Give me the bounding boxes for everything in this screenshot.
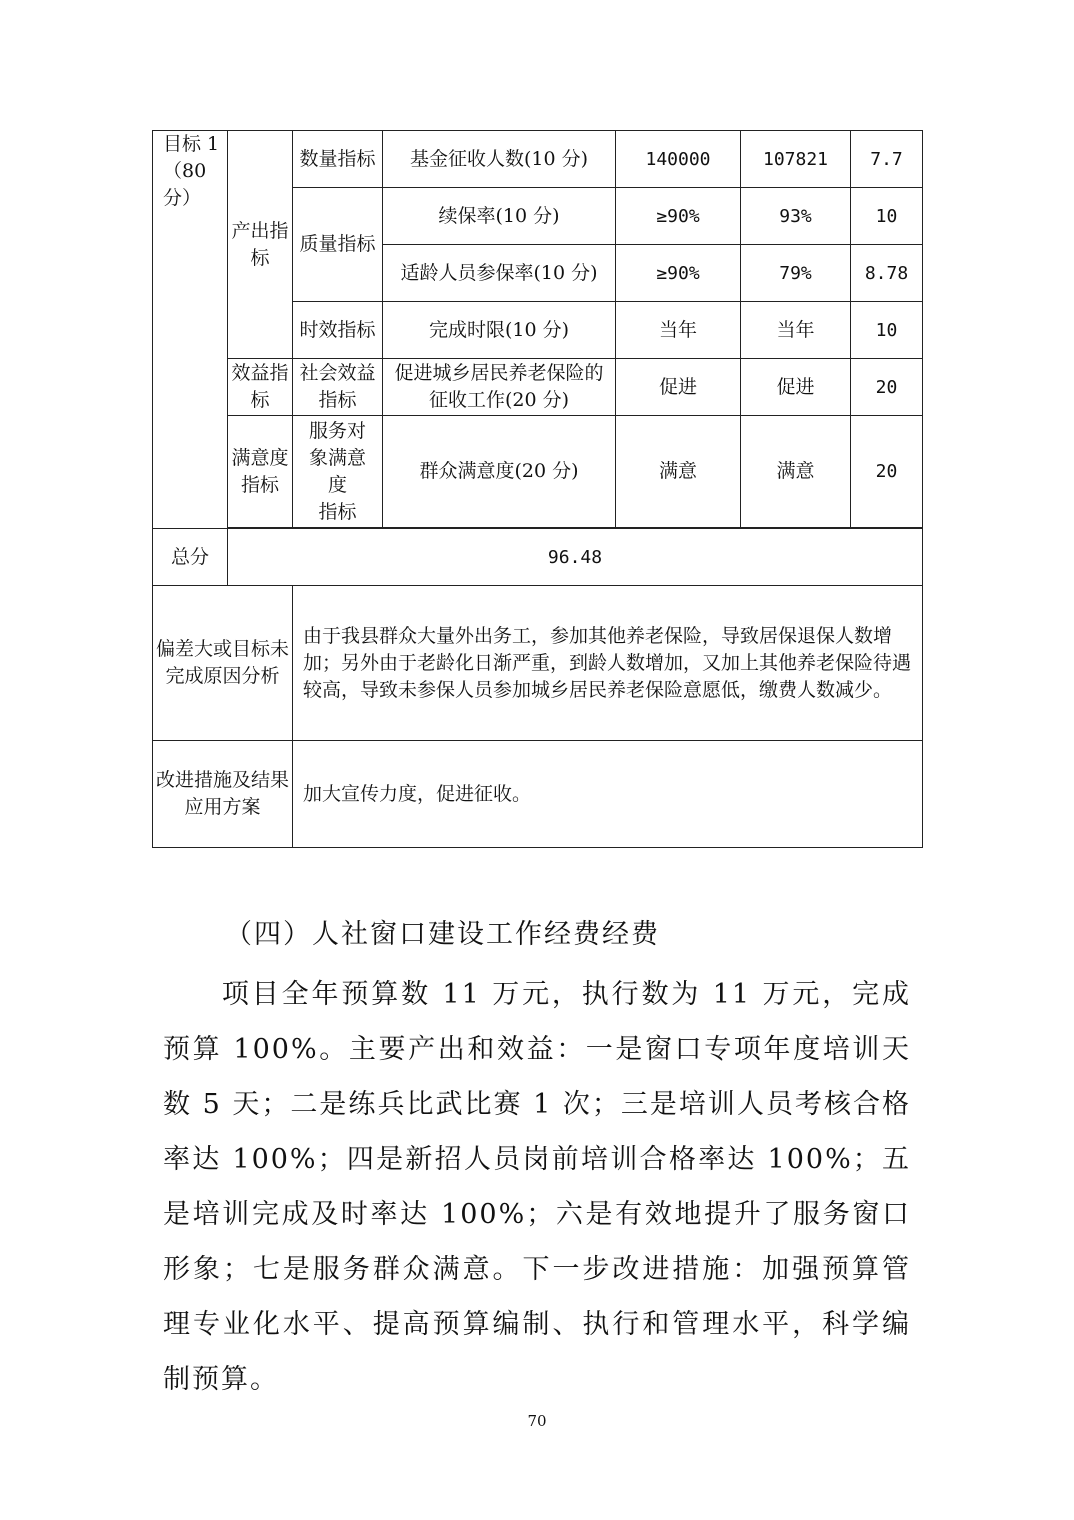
row-target: 140000 bbox=[616, 131, 741, 188]
row-score: 10 bbox=[851, 302, 923, 359]
row-actual: 107821 bbox=[741, 131, 851, 188]
row-score: 7.7 bbox=[851, 131, 923, 188]
row-target: ≥90% bbox=[616, 188, 741, 245]
service-satisfaction-line: 象满意 bbox=[308, 446, 366, 469]
total-value: 96.48 bbox=[228, 529, 923, 586]
satisfaction-indicator-cell: 满意度指标 bbox=[228, 416, 293, 528]
row-name: 完成时限(10 分) bbox=[383, 302, 616, 359]
service-satisfaction-line: 度 bbox=[327, 473, 347, 496]
quantity-indicator-cell: 数量指标 bbox=[293, 131, 383, 188]
improvement-text: 加大宣传力度，促进征收。 bbox=[293, 741, 923, 848]
row-score: 20 bbox=[851, 359, 923, 416]
row-actual: 促进 bbox=[741, 359, 851, 416]
row-target: ≥90% bbox=[616, 245, 741, 302]
benefit-indicator-cell: 效益指标 bbox=[228, 359, 293, 416]
section-heading: （四）人社窗口建设工作经费经费 bbox=[225, 919, 660, 950]
service-satisfaction-indicator-cell bbox=[293, 416, 383, 528]
row-actual: 当年 bbox=[741, 302, 851, 359]
row-score: 8.78 bbox=[851, 245, 923, 302]
row-target: 当年 bbox=[616, 302, 741, 359]
table-row bbox=[153, 359, 923, 416]
page-number: 70 bbox=[527, 1412, 547, 1430]
deviation-label: 偏差大或目标未完成原因分析 bbox=[153, 586, 293, 741]
total-label: 总分 bbox=[153, 529, 228, 586]
goal-label-cell: 目标 1（80 分） bbox=[153, 131, 228, 529]
row-actual: 满意 bbox=[741, 416, 851, 528]
improvement-label: 改进措施及结果应用方案 bbox=[153, 741, 293, 848]
table-row bbox=[153, 131, 923, 188]
timeliness-indicator-cell: 时效指标 bbox=[293, 302, 383, 359]
total-row bbox=[153, 529, 923, 586]
row-target: 满意 bbox=[616, 416, 741, 528]
deviation-text: 由于我县群众大量外出务工，参加其他养老保险，导致居保退保人数增加；另外由于老龄化日渐严重，到龄人数增加，又加上其他养老保险待遇较高，导致未参保人员参加城乡居民养老保险意愿低，缴费人数减少。 bbox=[293, 586, 923, 741]
row-actual: 93% bbox=[741, 188, 851, 245]
row-name: 基金征收人数(10 分) bbox=[383, 131, 616, 188]
deviation-row bbox=[153, 586, 923, 741]
output-indicator-cell: 产出指标 bbox=[228, 131, 293, 359]
row-score: 20 bbox=[851, 416, 923, 528]
row-score: 10 bbox=[851, 188, 923, 245]
service-satisfaction-line: 指标 bbox=[318, 500, 357, 523]
social-benefit-indicator-cell: 社会效益指标 bbox=[293, 359, 383, 416]
service-satisfaction-line: 服务对 bbox=[308, 419, 366, 442]
row-actual: 79% bbox=[741, 245, 851, 302]
improvement-row bbox=[153, 741, 923, 848]
table-row bbox=[153, 416, 923, 528]
row-name: 群众满意度(20 分) bbox=[383, 416, 616, 528]
section-paragraph: 项目全年预算数 11 万元，执行数为 11 万元，完成预算 100%。主要产出和效益：一是窗口专项年度培训天数 5 天；二是练兵比武比赛 1 次；三是培训人员考核合格率达 100%；四是新招人员岗前培训合格率达 100%；五是培训完成及时率达 100%；六是有效地提升了服务窗口形象；七是服务群众满意。下一步改进措施：加强预算管理专业化水平、提高预算编制、执行和管理水平，科学编制预算。 bbox=[163, 979, 911, 1395]
performance-table bbox=[152, 130, 923, 848]
row-target: 促进 bbox=[616, 359, 741, 416]
quality-indicator-cell: 质量指标 bbox=[293, 188, 383, 302]
row-name: 适龄人员参保率(10 分) bbox=[383, 245, 616, 302]
row-name: 促进城乡居民养老保险的征收工作(20 分) bbox=[383, 359, 616, 416]
row-name: 续保率(10 分) bbox=[383, 188, 616, 245]
section-paragraph-block bbox=[163, 967, 911, 1407]
